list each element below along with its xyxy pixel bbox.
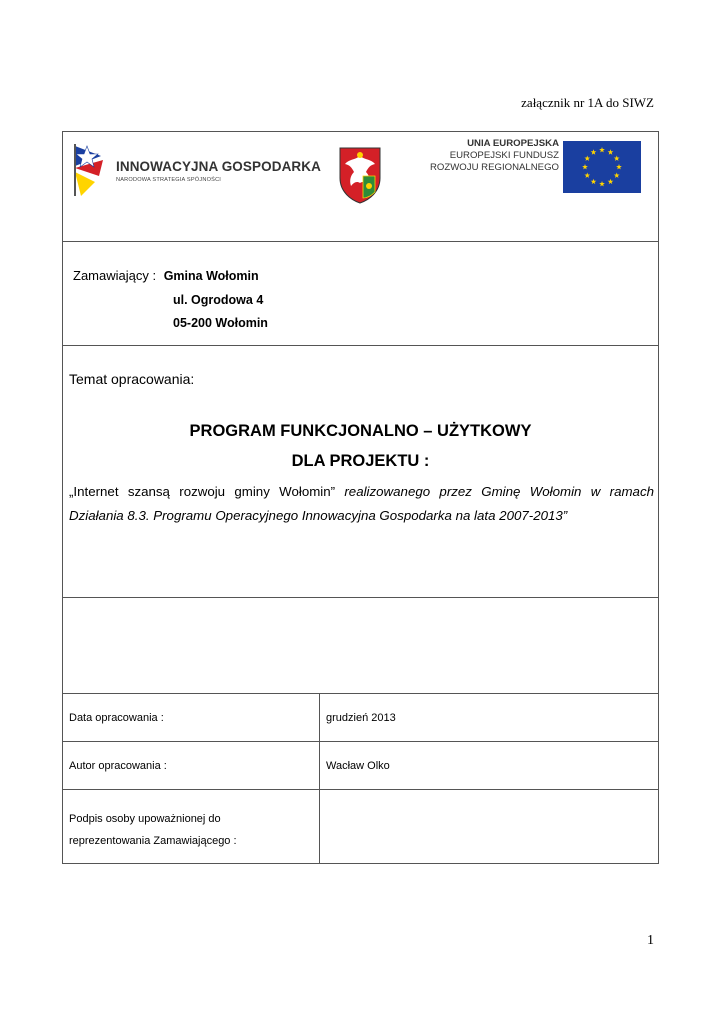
table-divider [319,694,320,863]
ordering-party-city: 05-200 Wołomin [173,316,268,330]
ig-subtitle: NARODOWA STRATEGIA SPÓJNOŚCI [116,177,222,183]
attachment-note: załącznik nr 1A do SIWZ [521,95,654,110]
cover-frame [62,131,659,864]
subject-row [63,346,658,598]
ordering-party-label: Zamawiający : [73,268,157,283]
blank-row [63,598,658,694]
ordering-party-row [63,242,658,346]
eu-line-1: UNIA EUROPEJSKA [467,138,559,149]
date-value: grudzień 2013 [326,712,396,724]
ordering-party-line [73,268,259,283]
coat-of-arms-icon [337,146,383,204]
author-value: Wacław Olko [326,760,390,772]
innowacyjna-gospodarka-logo [71,140,321,200]
ig-flag-icon [71,142,111,198]
subject-label: Temat opracowania: [69,371,195,387]
signature-label: Podpis osoby upoważnionej do reprezentowania Zamawiającego : [69,813,237,847]
signature-row [63,790,658,863]
project-name: „Internet szansą rozwoju gminy Wołomin” [69,484,336,499]
ordering-party-street: ul. Ogrodowa 4 [173,293,264,307]
project-description [69,480,654,528]
ig-title: INNOWACYJNA GOSPODARKA [116,159,321,174]
document-title: PROGRAM FUNKCJONALNO – UŻYTKOWY [189,422,532,440]
eu-flag-icon [563,141,641,193]
ordering-party-name: Gmina Wołomin [163,269,259,283]
page-number: 1 [647,933,654,948]
logos-row [63,132,658,242]
document-subtitle: DLA PROJEKTU : [291,452,430,470]
date-label: Data opracowania : [69,712,164,724]
project-description-rest: realizowanego przez Gminę Wołomin w ramach Działania 8.3. Programu Operacyjnego Innowacyjna Gospodarka na lata 2007-2013” [69,484,654,523]
eu-line-3: ROZWOJU REGIONALNEGO [430,162,559,173]
date-row [63,694,658,742]
author-label: Autor opracowania : [69,760,167,772]
eu-text-block [403,138,559,174]
author-row [63,742,658,790]
eu-line-2: EUROPEJSKI FUNDUSZ [449,150,559,161]
